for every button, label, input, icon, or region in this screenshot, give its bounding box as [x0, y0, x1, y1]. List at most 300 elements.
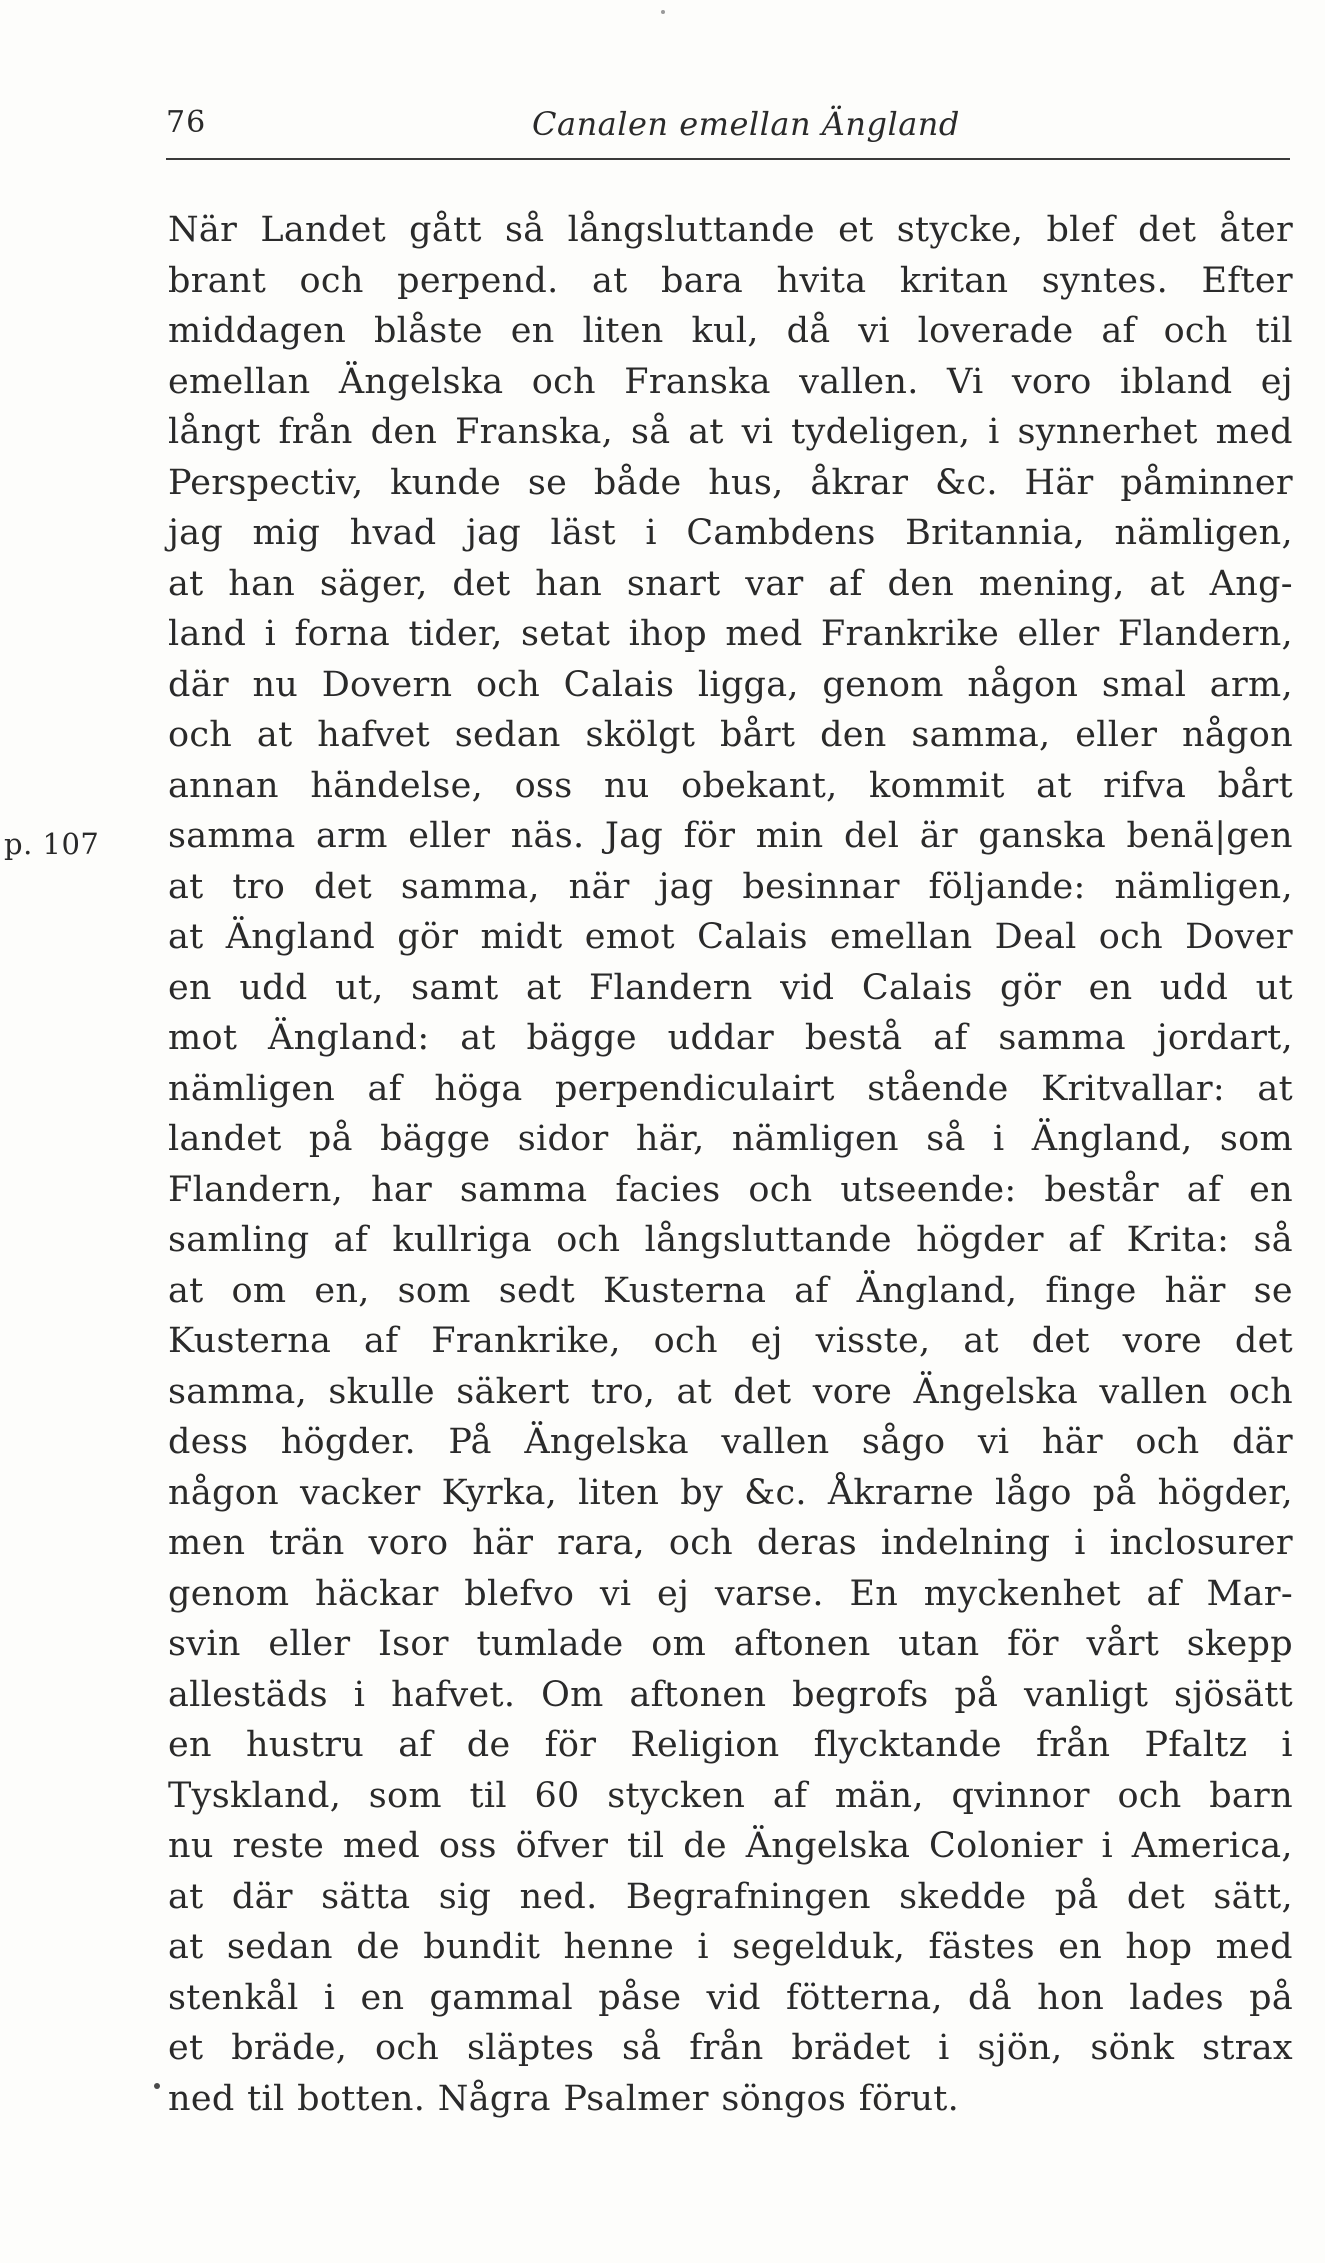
word: är — [919, 816, 958, 856]
word: at — [168, 1927, 204, 1967]
text-line — [168, 1064, 1293, 1115]
word: påse — [598, 1977, 682, 2018]
word: mig — [252, 513, 321, 553]
word: vi — [858, 311, 890, 351]
word: en — [360, 1977, 405, 2018]
word: middagen — [168, 311, 347, 351]
word: ut — [1255, 967, 1293, 1008]
word: Flandern, — [168, 1169, 344, 1210]
word: Flandern — [588, 967, 753, 1008]
word: samma — [168, 816, 296, 856]
word: vanligt — [1024, 1674, 1149, 1715]
word: söngos — [721, 2078, 847, 2119]
word: och — [748, 1169, 813, 1210]
word: nu — [252, 664, 299, 705]
word: höga — [434, 1068, 523, 1109]
word: Ängelska — [524, 1422, 689, 1462]
word: inclosurer — [1109, 1523, 1293, 1563]
word: af — [364, 1321, 399, 1361]
word: nämligen, — [1114, 866, 1293, 907]
word: där — [168, 664, 229, 705]
word: om — [651, 1624, 707, 1664]
word: eller — [1075, 715, 1158, 755]
word: at — [688, 412, 724, 452]
word: släptes — [466, 2028, 595, 2068]
text-line — [168, 963, 1293, 1014]
text-line — [168, 1013, 1293, 1064]
word: På — [448, 1422, 492, 1462]
word: påminner — [1120, 462, 1293, 503]
word: flycktande — [813, 1725, 1002, 1765]
text-line — [168, 2074, 1293, 2125]
word: smal — [1101, 664, 1187, 705]
word: at — [592, 260, 628, 301]
word: af — [772, 1775, 808, 1816]
word: Calais — [697, 917, 808, 957]
word: eller — [268, 1624, 351, 1664]
running-head: Canalen emellan Ängland — [532, 105, 960, 143]
word: at — [1257, 1068, 1293, 1109]
text-line — [168, 357, 1293, 408]
word: jag — [658, 866, 714, 907]
word: vi — [977, 1422, 1010, 1462]
word: i — [353, 1674, 366, 1715]
word: Kusterna — [603, 1270, 767, 1311]
word: annan — [168, 765, 279, 806]
text-line — [168, 306, 1293, 357]
word: perpend. — [397, 260, 559, 301]
word: emot — [584, 917, 675, 957]
word: så — [630, 412, 671, 452]
word: med — [342, 1826, 421, 1866]
word: när — [568, 866, 630, 907]
word: så — [504, 210, 545, 250]
word: så — [1253, 1220, 1293, 1260]
word: en — [510, 311, 555, 351]
word: bägge — [526, 1018, 637, 1058]
text-line — [168, 1266, 1293, 1317]
word: til — [469, 1775, 507, 1816]
word: hon — [1037, 1977, 1105, 2018]
text-line — [168, 2023, 1293, 2074]
word: perpendiculairt — [554, 1068, 835, 1109]
word: hus, — [708, 462, 784, 503]
word: och — [1163, 311, 1228, 351]
word: finge — [1045, 1270, 1137, 1311]
word: se — [1253, 1270, 1293, 1311]
word: &c. — [744, 1472, 807, 1513]
word: hafvet. — [391, 1674, 516, 1715]
word: vore — [812, 1371, 893, 1412]
word: af — [1067, 1220, 1103, 1260]
word: i — [645, 513, 657, 553]
text-line — [168, 407, 1293, 458]
word: uddar — [667, 1018, 775, 1058]
text-line — [168, 710, 1293, 761]
word: barn — [1209, 1775, 1293, 1816]
word: aftonen — [629, 1674, 767, 1715]
header-rule — [166, 158, 1290, 160]
word: ej — [657, 1573, 690, 1614]
word: segelduk, — [732, 1927, 906, 1967]
word: qvinnor — [951, 1775, 1090, 1816]
word: hop — [1125, 1927, 1193, 1967]
word: Calais — [563, 664, 675, 705]
text-line — [168, 609, 1293, 660]
word: i — [992, 1119, 1005, 1159]
word: säger, — [319, 563, 428, 604]
word: eller — [1017, 614, 1100, 654]
word: besinnar — [742, 866, 900, 907]
text-line — [168, 912, 1293, 963]
word: skulle — [328, 1371, 435, 1412]
word: ej — [1260, 361, 1293, 402]
word: på — [308, 1119, 353, 1159]
word: Franska, — [455, 412, 614, 452]
word: brädet — [791, 2028, 911, 2068]
word: den — [370, 412, 438, 452]
word: af — [828, 563, 863, 604]
word: tider, — [408, 614, 503, 654]
margin-dot — [154, 2083, 160, 2089]
word: at — [1036, 765, 1072, 806]
word: gått — [409, 210, 482, 250]
word: af — [1186, 1169, 1222, 1210]
text-line — [168, 1569, 1293, 1620]
word: arm, — [1209, 664, 1293, 705]
word: En — [849, 1573, 899, 1614]
word: af — [1101, 311, 1136, 351]
word: där — [1231, 1422, 1293, 1462]
word: som — [368, 1775, 442, 1816]
word: var — [745, 563, 804, 604]
word: strax — [1202, 2028, 1293, 2068]
word: Ängelska — [338, 361, 504, 402]
paper-speck — [661, 10, 665, 14]
word: jordart, — [1156, 1018, 1293, 1058]
word: ned. — [519, 1876, 598, 1917]
word: det — [1234, 1321, 1293, 1361]
word: svin — [168, 1624, 241, 1664]
word: Åkrarne — [827, 1472, 975, 1513]
word: sätt, — [1213, 1876, 1293, 1917]
word: sågo — [861, 1422, 946, 1462]
word: bägge — [380, 1119, 491, 1159]
word: så — [926, 1119, 966, 1159]
text-line — [168, 811, 1293, 862]
word: blef — [1046, 210, 1115, 250]
word: gör — [397, 917, 459, 957]
word: Begrafningen — [625, 1876, 871, 1917]
word: nämligen — [731, 1119, 899, 1159]
word: ibland — [1120, 361, 1233, 402]
word: Ängelska — [745, 1826, 911, 1866]
word: Några — [437, 2078, 551, 2119]
body-text — [168, 205, 1293, 2124]
word: läst — [550, 513, 616, 553]
word: för — [544, 1725, 597, 1765]
word: har — [370, 1169, 433, 1210]
word: män, — [834, 1775, 924, 1816]
word: bårt — [720, 715, 796, 755]
word: åter — [1219, 210, 1293, 250]
text-line — [168, 1922, 1293, 1973]
text-line — [168, 559, 1293, 610]
text-line — [168, 1771, 1293, 1822]
word: tydeligen, — [791, 412, 971, 452]
word: Kritvallar: — [1041, 1068, 1225, 1109]
word: blåste — [373, 311, 483, 351]
word: det — [733, 1371, 792, 1412]
word: på — [1054, 1876, 1099, 1917]
word: eller — [408, 816, 491, 856]
word: utan — [898, 1624, 980, 1664]
word: vid — [780, 967, 835, 1008]
word: Tyskland, — [168, 1775, 342, 1816]
word: åkrar — [810, 462, 909, 503]
word: sönk — [1090, 2028, 1175, 2068]
word: &c. — [935, 462, 998, 503]
word: synnerhet — [1017, 412, 1198, 452]
word: då — [968, 1977, 1012, 2018]
word: syntes. — [1041, 260, 1168, 301]
word: han — [535, 563, 603, 604]
word: och — [653, 1321, 718, 1361]
word: vacker — [299, 1472, 421, 1513]
word: en — [168, 1725, 212, 1765]
word: vore — [1122, 1321, 1203, 1361]
word: rara, — [557, 1523, 645, 1563]
word: genom — [822, 664, 944, 705]
word: på — [1092, 1472, 1137, 1513]
word: och — [1117, 1775, 1182, 1816]
word: och — [1135, 1422, 1200, 1462]
word: tro, — [590, 1371, 656, 1412]
text-line — [168, 1973, 1293, 2024]
word: stenkål — [168, 1977, 299, 2018]
word: stycke, — [896, 210, 1024, 250]
word: ned — [168, 2078, 235, 2119]
word: som — [1219, 1119, 1293, 1159]
word: långsluttande — [644, 1220, 892, 1260]
word: bräde, — [231, 2028, 348, 2068]
word: vallen — [1099, 1371, 1208, 1412]
word: botten. — [297, 2078, 426, 2119]
word: på — [1249, 1977, 1293, 2018]
word: by — [680, 1472, 724, 1513]
word: i — [697, 1927, 709, 1967]
word: Här — [1024, 462, 1094, 503]
word: och — [1098, 917, 1163, 957]
word: stycken — [607, 1775, 746, 1816]
word: samt — [411, 967, 499, 1008]
word: med — [1215, 412, 1293, 452]
text-line — [168, 1215, 1293, 1266]
word: består — [1044, 1169, 1159, 1210]
text-line — [168, 458, 1293, 509]
word: Pfaltz — [1144, 1725, 1248, 1765]
word: emellan — [829, 917, 973, 957]
word: och — [475, 664, 541, 705]
word: öfver — [515, 1826, 609, 1866]
word: 60 — [534, 1775, 580, 1816]
word: at — [1149, 563, 1185, 604]
word: med — [1215, 1927, 1293, 1967]
word: om — [231, 1270, 287, 1311]
word: jag — [466, 513, 522, 553]
word: fästes — [928, 1927, 1035, 1967]
word: Psalmer — [563, 2078, 709, 2119]
word: följande: — [928, 866, 1086, 907]
word: kullriga — [392, 1220, 533, 1260]
word: setat — [521, 614, 611, 654]
word: Frankrike — [820, 614, 1000, 654]
word: hvad — [349, 513, 437, 553]
word: visste, — [815, 1321, 931, 1361]
word: långt — [168, 412, 261, 452]
word: högder — [916, 1220, 1044, 1260]
word: samma, — [911, 715, 1051, 755]
word: at — [676, 1371, 712, 1412]
word: Dover — [1185, 917, 1293, 957]
word: af — [933, 1018, 968, 1058]
word: de — [356, 1927, 400, 1967]
word: Ängelska — [913, 1371, 1079, 1412]
word: deras — [756, 1523, 858, 1563]
word: aftonen — [733, 1624, 871, 1664]
text-line — [168, 1114, 1293, 1165]
word: i — [1074, 1523, 1086, 1563]
word: af — [333, 1220, 369, 1260]
word: Jag — [604, 816, 664, 856]
word: Om — [541, 1674, 604, 1715]
word: Vi — [947, 361, 984, 402]
text-line — [168, 1720, 1293, 1771]
word: Colonier — [929, 1826, 1083, 1866]
word: och — [531, 361, 596, 402]
word: sedan — [454, 715, 561, 755]
word: nämligen, — [1114, 513, 1293, 553]
word: bårt — [1217, 765, 1293, 806]
word: bundit — [423, 1927, 541, 1967]
word: trän — [269, 1523, 345, 1563]
word: Ängland, — [856, 1270, 1018, 1311]
word: sätta — [321, 1876, 411, 1917]
word: en — [1058, 1927, 1103, 1967]
word: från — [278, 412, 353, 452]
word: loverade — [917, 311, 1074, 351]
word: som — [397, 1270, 471, 1311]
word: arm — [316, 816, 388, 856]
text-line — [168, 508, 1293, 559]
word: af — [398, 1725, 433, 1765]
word: se — [527, 462, 568, 503]
word: i — [1281, 1725, 1293, 1765]
word: landet — [168, 1119, 282, 1159]
word: Ängland: — [268, 1018, 430, 1058]
text-line — [168, 1518, 1293, 1569]
word: då — [786, 311, 831, 351]
word: fötterna, — [786, 1977, 943, 2018]
word: och — [375, 2028, 440, 2068]
word: här — [1164, 1270, 1226, 1311]
word: til — [1255, 311, 1293, 351]
word: När — [168, 210, 238, 250]
margin-page-reference: p. 107 — [4, 827, 100, 861]
word: det — [1138, 210, 1197, 250]
word: och — [1228, 1371, 1293, 1412]
word: Kusterna — [168, 1321, 332, 1361]
word: förut. — [858, 2078, 960, 2119]
word: jag — [168, 513, 224, 553]
word: at — [168, 1270, 204, 1311]
word: skölgt — [585, 715, 696, 755]
word: Mar- — [1206, 1573, 1293, 1614]
word: mot — [168, 1018, 238, 1058]
word: en, — [314, 1270, 370, 1311]
word: och — [556, 1220, 621, 1260]
word: den — [887, 563, 955, 604]
word: och — [168, 715, 233, 755]
word: henne — [563, 1927, 675, 1967]
word: sjösätt — [1174, 1674, 1293, 1715]
word: begrofs — [792, 1674, 929, 1715]
word: vi — [599, 1573, 632, 1614]
word: udd — [239, 967, 308, 1008]
word: kritan — [899, 260, 1009, 301]
word: utseende: — [840, 1169, 1017, 1210]
text-line — [168, 1417, 1293, 1468]
text-line — [168, 1872, 1293, 1923]
word: här — [472, 1523, 534, 1563]
word: voro — [1011, 361, 1092, 402]
word: hafvet — [317, 715, 430, 755]
word: Calais — [861, 967, 973, 1008]
word: snart — [626, 563, 721, 604]
word: Franska — [624, 361, 771, 402]
word: sig — [438, 1876, 492, 1917]
word: reste — [232, 1826, 325, 1866]
word: det — [1126, 1876, 1185, 1917]
word: hvita — [776, 260, 867, 301]
text-line — [168, 256, 1293, 307]
word: vi — [741, 412, 774, 452]
text-line — [168, 1619, 1293, 1670]
word: de — [466, 1725, 511, 1765]
word: de — [683, 1826, 727, 1866]
word: del — [844, 816, 900, 856]
word: kul, — [691, 311, 759, 351]
word: här — [1041, 1422, 1103, 1462]
word: oss — [514, 765, 573, 806]
word: forna — [294, 614, 391, 654]
word: häckar — [315, 1573, 439, 1614]
word: bestå — [804, 1018, 903, 1058]
word: från — [1036, 1725, 1111, 1765]
word: lades — [1129, 1977, 1224, 2018]
word: vallen — [721, 1422, 830, 1462]
word: emellan — [168, 361, 311, 402]
word: benä|gen — [1126, 816, 1293, 856]
word: den — [820, 715, 887, 755]
word: Flandern, — [1117, 614, 1293, 654]
text-line — [168, 205, 1293, 256]
word: Cambdens — [686, 513, 876, 553]
word: nämligen — [168, 1068, 336, 1109]
word: midt — [480, 917, 563, 957]
word: en — [1088, 967, 1133, 1008]
word: högder. — [280, 1422, 416, 1462]
